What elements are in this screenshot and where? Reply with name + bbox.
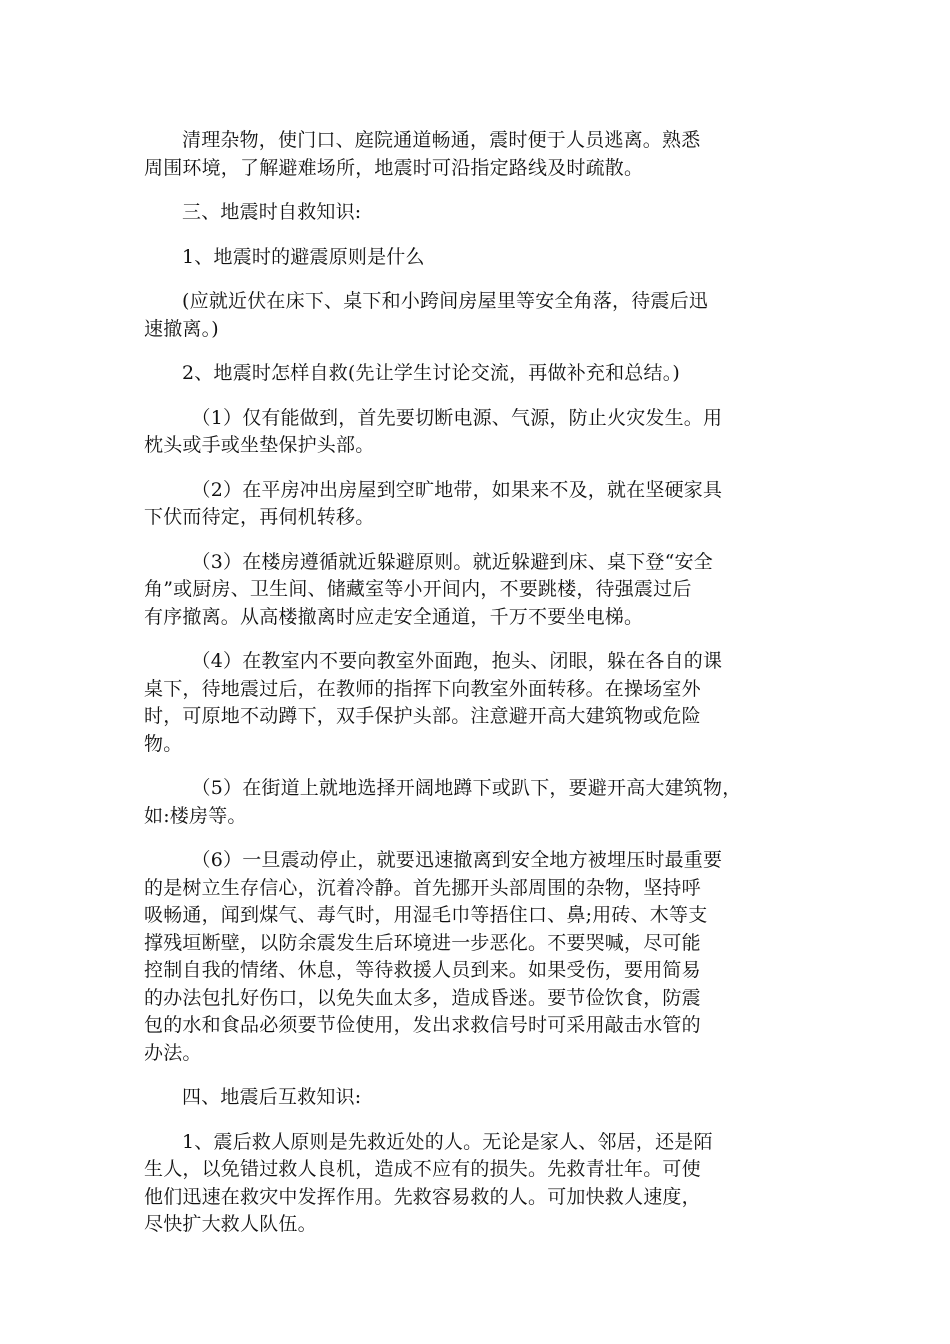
list-item-3: （3）在楼房遵循就近躲避原则。就近躲避到床、桌下登“安全 角”或厨房、卫生间、储藏室等小开间内，不要跳楼，待强震过后 有序撤离。从高楼撤离时应走安全通道，千万不要坐电梯。 [144, 550, 713, 628]
subheading-principle: 1、地震时的避震原则是什么 [182, 245, 425, 268]
paragraph-principle-answer: (应就近伏在床下、桌下和小跨间房屋里等安全角落，待震后迅 速撤离。) [144, 290, 709, 340]
section-heading-mutual-rescue: 四、地震后互救知识: [182, 1086, 362, 1108]
paragraph-rescue-principle: 1、震后救人原则是先救近处的人。无论是家人、邻居，还是陌 生人，以免错过救人良机，造成不应有的损失。先救青壮年。可使 他们迅速在救灾中发挥作用。先救容易救的人。可加快救人速度， 尽快扩大救人队伍。 [144, 1130, 713, 1235]
paragraph-evacuation-prep: 清理杂物，使门口、庭院通道畅通，震时便于人员逃离。熟悉 周围环境，了解避难场所，地震时可沿指定路线及时疏散。 [144, 129, 701, 179]
list-item-1: （1）仅有能做到，首先要切断电源、气源，防止火灾发生。用 枕头或手或坐垫保护头部。 [144, 406, 723, 456]
subheading-how-to-self-rescue: 2、地震时怎样自救(先让学生讨论交流，再做补充和总结。) [182, 362, 681, 384]
document-body [144, 127, 810, 1252]
list-item-2: （2）在平房冲出房屋到空旷地带，如果来不及，就在坚硬家具 下伏而待定，再伺机转移。 [144, 478, 723, 528]
list-item-5: （5）在街道上就地选择开阔地蹲下或趴下，要避开高大建筑物， 如:楼房等。 [144, 777, 742, 827]
list-item-6: （6）一旦震动停止，就要迅速撤离到安全地方被埋压时最重要 的是树立生存信心，沉着冷静。首先挪开头部周围的杂物，坚持呼 吸畅通，闻到煤气、毒气时，用湿毛巾等捂住口、鼻;用砖、木等支 撑残垣断壁，以防余震发生后环境进一步恶化。不要哭喊，尽可能 控制自我的情绪、休息，等待救援人员到来。如果受伤，要用简易 的办法包扎好伤口，以免失血太多，造成昏迷。要节俭饮食，防震 包的水和食品必须要节俭使用，发出求救信号时可采用敲击水管的 办法。 [144, 849, 723, 1064]
list-item-4: （4）在教室内不要向教室外面跑，抱头、闭眼，躲在各自的课 桌下，待地震过后，在教师的指挥下向教室外面转移。在操场室外 时，可原地不动蹲下，双手保护头部。注意避开高大建筑物或危险 物。 [144, 650, 723, 755]
section-heading-self-rescue: 三、地震时自救知识: [182, 201, 362, 223]
